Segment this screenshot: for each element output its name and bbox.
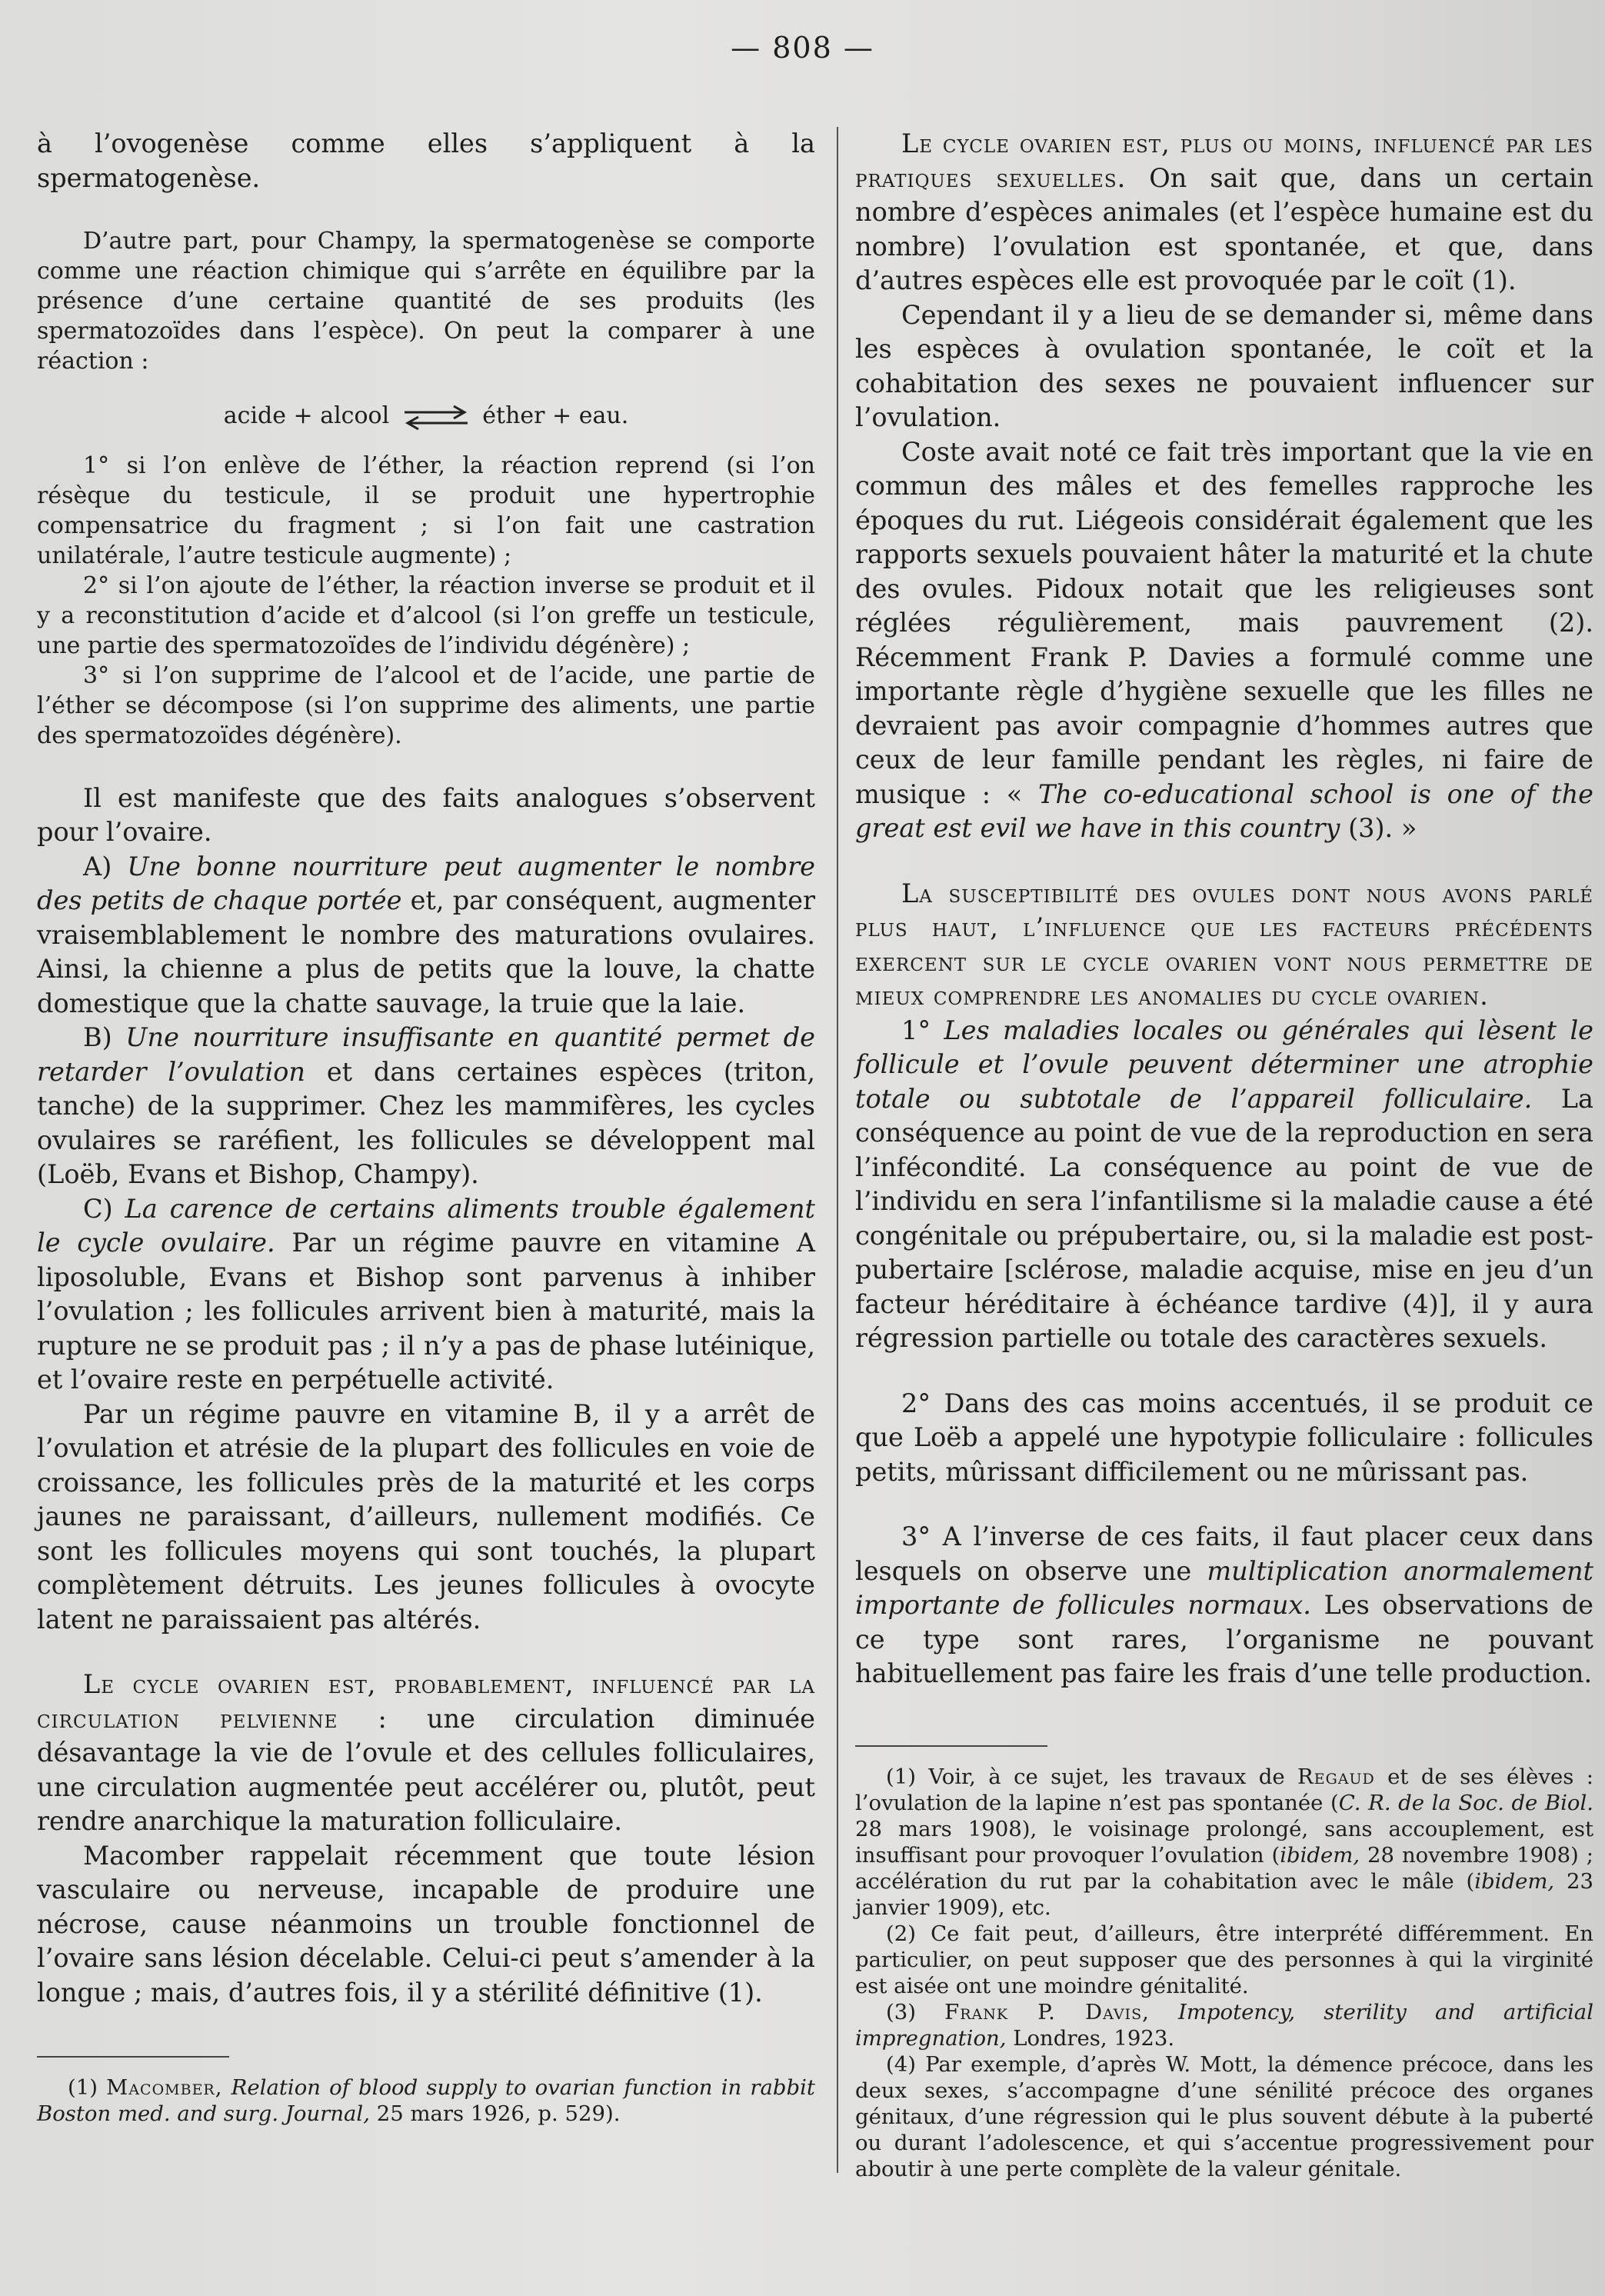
footnote-text: 25 mars 1926, p. 529). <box>369 2101 621 2126</box>
footnote-text: 28 novembre 1908) ; accélération du rut par la cohabitation avec le mâle ( <box>855 1842 1593 1894</box>
footnote-text: et de ses élèves : l’ovulation de la lapine n’est pas spontanée ( <box>855 1764 1593 1815</box>
italic-text: La carence de certains aliments trouble également le cycle ovulaire. <box>37 1193 815 1258</box>
section-heading: Le cycle ovarien est, probablement, influencé par la circulation pelvienne : <box>37 1669 815 1734</box>
left-column <box>37 127 815 2127</box>
item-label: 1° <box>901 1015 931 1045</box>
paragraph: à l’ovogenèse comme elles s’appliquent à la spermatogenèse. <box>37 128 815 193</box>
footnote-author: Regaud <box>1297 1764 1375 1789</box>
chemical-reaction <box>37 399 815 434</box>
footnote-text: 23 janvier 1909), etc. <box>855 1868 1594 1920</box>
footnote-author: Macomber, <box>106 2075 223 2100</box>
footnote-text: 28 mars 1908), le voisinage prolongé, sans accouplement, est insuffisant pour provoquer l’ovulation ( <box>855 1816 1593 1868</box>
list-item: 2° si l’on ajoute de l’éther, la réaction inverse se produit et il y a reconstitution d’acide et d’alcool (si l’on greffe un testicule, une partie des spermatozoïdes de l’individu dégénère) ; <box>37 572 815 659</box>
paragraph-text: et dans certaines espèces (triton, tanche) de la supprimer. Chez les mammifères, les cycles ovulaires se raréfient, les follicules se développent mal (Loëb, Evans et Bishop, Champy). <box>37 1056 815 1189</box>
list-item-3 <box>855 1520 1593 1691</box>
item-label: B) <box>83 1022 112 1052</box>
paragraph-text: Par un régime pauvre en vitamine A liposoluble, Evans et Bishop sont parvenus à inhiber l’ovulation ; les follicules arrivent bien à maturité, mais la rupture ne se produit pas ; il n’y a pas de phase lutéinique, et l’ovaire reste en perpétuelle activité. <box>37 1228 815 1395</box>
footnote: (4) Par exemple, d’après W. Mott, la démence précoce, dans les deux sexes, s’accompagne d’une sénilité précoce des organes génitaux, d’une régression qui le plus souvent débute à la puberté ou durant l’adolescence, et qui s’accentue progressivement pour aboutir à une perte complète de la valeur génitale. <box>855 2051 1593 2181</box>
english-quote: The co-educational school is one of the great est evil we have in this country <box>855 778 1593 843</box>
italic-text: Les maladies locales ou générales qui lèsent le follicule et l’ovule peuvent déterminer une atrophie totale ou subtotale de l’appareil folliculaire. <box>855 1015 1593 1114</box>
italic-text: Une bonne nourriture peut augmenter le nombre des petits de chaque portée <box>37 851 816 915</box>
paragraph: Par un régime pauvre en vitamine B, il y a arrêt de l’ovulation et atrésie de la plupart des follicules en voie de croissance, les follicules près de la maturité et les corps jaunes ne paraissant, d’ailleurs, nullement modifiés. Ce sont les follicules moyens qui sont touchés, la plupart complètement détruits. Les jeunes follicules à ovocyte latent ne paraissaient pas altérés. <box>37 1398 815 1635</box>
italic-text: multiplication anormalement importante de follicules normaux. <box>855 1555 1594 1620</box>
paragraph-text: On sait que, dans un certain nombre d’espèces animales (et l’espèce humaine est du nombre) l’ovulation est spontanée, et que, dans d’autres espèces elle est provoquée par le coït (1). <box>855 162 1593 295</box>
paragraph-circulation <box>37 1668 815 1839</box>
reaction-reactants: acide + alcool <box>223 402 390 429</box>
paragraph-c <box>37 1192 815 1398</box>
column-divider <box>837 127 838 2173</box>
footnote-text: (1) Voir, à ce sujet, les travaux de <box>886 1764 1298 1789</box>
item-label: A) <box>83 851 112 881</box>
paragraph: D’autre part, pour Champy, la spermatogenèse se comporte comme une réaction chimique qui s’arrête en équilibre par la présence d’une certaine quantité de ses produits (les spermatozoïdes dans l’espèce). On peut la comparer à une réaction : <box>37 228 815 375</box>
section-heading: Le cycle ovarien est, plus ou moins, influencé par les pratiques sexuelles. <box>855 128 1593 193</box>
paragraph-coste <box>855 435 1593 846</box>
paragraph-text: Les observations de ce type sont rares, l’organisme ne pouvant habituellement pas faire les frais d’une telle production. <box>855 1590 1593 1688</box>
footnote-number: (1) <box>68 2075 98 2100</box>
footnote-italic: C. R. de la Soc. de Biol. <box>1338 1790 1594 1815</box>
footnote <box>855 1764 1593 1921</box>
footnote-rule <box>37 2056 229 2058</box>
paragraph-a <box>37 850 815 1021</box>
paragraph-b <box>37 1021 815 1192</box>
footnote-text: Londres, 1923. <box>1006 2025 1175 2051</box>
paragraph-text: une circulation diminuée désavantage la vie de l’ovule et des cellules folliculaires, une circulation augmentée peut accélérer ou, plutôt, peut rendre anarchique la maturation folliculaire. <box>37 1703 815 1836</box>
list-item: 1° si l’on enlève de l’éther, la réaction reprend (si l’on résèque du testicule, il se produit une hypertrophie compensatrice du fragment ; si l’on fait une castration unilatérale, l’autre testicule augmente) ; <box>37 452 815 569</box>
footnote <box>37 2074 815 2127</box>
paragraph: Cependant il y a lieu de se demander si, même dans les espèces à ovulation spontanée, le coït et la cohabitation des sexes ne pouvaient influencer sur l’ovulation. <box>855 299 1593 432</box>
list-item-1 <box>855 1014 1593 1356</box>
paragraph-text: et, par conséquent, augmenter vraisemblablement le nombre des maturations ovulaires. Ainsi, la chienne a plus de petits que la louve, la chatte domestique que la chatte sauvage, la truie que la laie. <box>37 885 815 1018</box>
paragraph-text: 3° A l’inverse de ces faits, il faut placer ceux dans lesquels on observe une <box>855 1521 1593 1586</box>
equilibrium-arrows-icon <box>401 403 471 431</box>
paragraph-practices <box>855 127 1593 298</box>
paragraph-text: (3). » <box>1340 813 1417 843</box>
item-label: C) <box>83 1193 113 1224</box>
footnote-italic: ibidem, <box>1474 1868 1555 1894</box>
section-heading: La susceptibilité des ovules dont nous avons parlé plus haut, l’influence que les facteurs précédents exercent sur le cycle ovarien vont nous permettre de mieux comprendre les anomalies du cycle ovarien. <box>855 878 1593 1011</box>
italic-text: Une nourriture insuffisante en quantité permet de retarder l’ovulation <box>37 1022 815 1087</box>
footnote-rule <box>855 1745 1047 1747</box>
paragraph: Macomber rappelait récemment que toute lésion vasculaire ou nerveuse, incapable de produire une nécrose, cause néanmoins un trouble fonctionnel de l’ovaire sans lésion décelable. Celui-ci peut s’amender à la longue ; mais, d’autres fois, il y a stérilité définitive (1). <box>37 1840 815 2008</box>
reaction-products: éther + eau. <box>482 402 629 429</box>
page-number: — 808 — <box>731 31 874 65</box>
paragraph-text: La conséquence au point de vue de la reproduction en sera l’infécondité. La conséquence au point de vue de l’individu en sera l’infantilisme si la maladie cause a été congénitale ou prépubertaire, ou, si la maladie est post-pubertaire [sclérose, maladie acquise, mise en jeu d’un facteur héréditaire à échéance tardive (4)], il y aura régression partielle ou totale des caractères sexuels. <box>855 1083 1593 1353</box>
list-item-2: 2° Dans des cas moins accentués, il se produit ce que Loëb a appelé une hypotypie folliculaire : follicules petits, mûrissant difficilement ou ne mûrissant pas. <box>855 1388 1593 1487</box>
footnote-author: Frank P. Davis, <box>944 1999 1150 2024</box>
right-column <box>855 127 1593 2182</box>
footnote-italic: ibidem, <box>1280 1842 1360 1868</box>
footnote-text: (3) <box>886 1999 945 2024</box>
footnote <box>855 1999 1593 2051</box>
list-item: 3° si l’on supprime de l’alcool et de l’acide, une partie de l’éther se décompose (si l’on supprime des aliments, une partie des spermatozoïdes dégénère). <box>37 661 815 749</box>
paragraph-text: Coste avait noté ce fait très important que la vie en commun des mâles et des femelles rapproche les époques du rut. Liégeois considérait également que les rapports sexuels pouvaient hâter la maturité et la chute des ovules. Pidoux notait que les religieuses sont réglées régulièrement, mais pauvrement (2). Récemment Frank P. Davies a formulé comme une importante règle d’hygiène sexuelle que les filles ne devraient pas avoir compagnie d’hommes autres que ceux de leur famille pendant les règles, ni faire de musique : « <box>855 436 1593 809</box>
footnote: (2) Ce fait peut, d’ailleurs, être interprété différemment. En particulier, on peut supposer que des personnes à qui la virginité est aisée ont une moindre génitalité. <box>855 1921 1593 1998</box>
footnote-title: Impotency, sterility and artificial impregnation, <box>855 1999 1593 2051</box>
paragraph: Il est manifeste que des faits analogues s’observent pour l’ovaire. <box>37 782 815 847</box>
footnote-title: Relation of blood supply to ovarian function in rabbit Boston med. and surg. Journal, <box>37 2075 815 2126</box>
